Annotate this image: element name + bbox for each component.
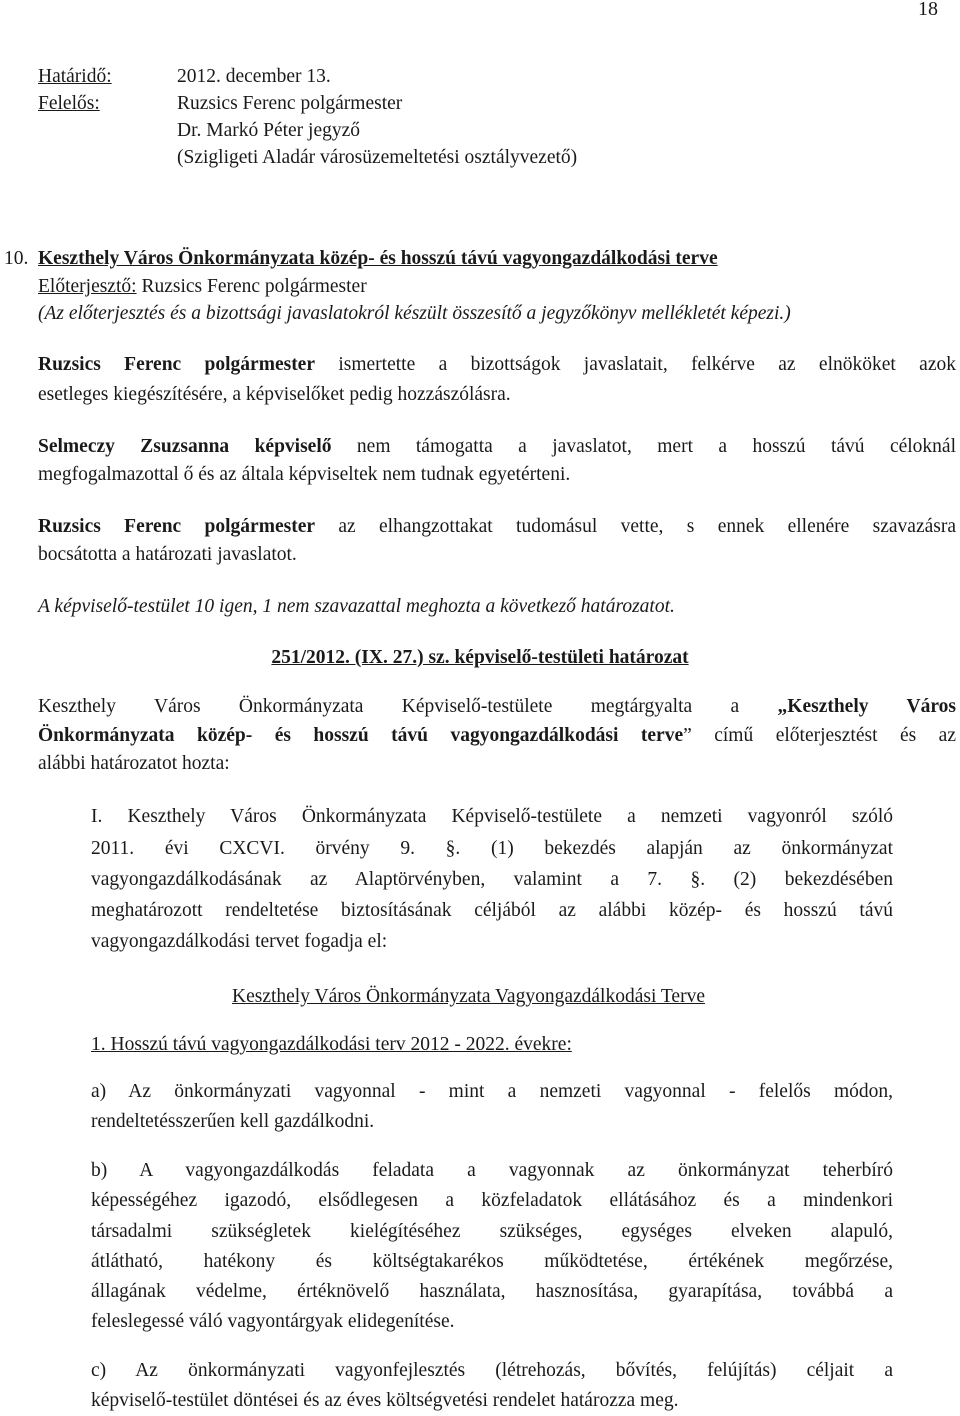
point1-line-3: vagyongazdálkodásának az Alaptörvényben, valamint a 7. §. (2) bekezdésében <box>91 869 893 890</box>
responsible-value-2: Dr. Markó Péter jegyző <box>177 120 361 141</box>
item-c-line-2: képviselő-testület döntései és az éves költségvetési rendelet határozza meg. <box>91 1390 679 1411</box>
point1-line-2: 2011. évi CXCVI. örvény 9. §. (1) bekezdés alapján az önkormányzat <box>91 838 893 859</box>
point1-line-5: vagyongazdálkodási tervet fogadja el: <box>91 931 388 952</box>
p1-speaker: Ruzsics Ferenc polgármester <box>38 354 315 375</box>
page-number: 18 <box>918 0 938 20</box>
intro-line-3: alábbi határozatot hozta: <box>38 753 230 774</box>
p1-line-1: Ruzsics Ferenc polgármester ismertette a bizottságok javaslatait, felkérve az elnököket azok <box>38 354 956 375</box>
responsible-value-1: Ruzsics Ferenc polgármester <box>177 93 403 114</box>
p1-line-2: esetleges kiegészítésére, a képviselőket pedig hozzászólásra. <box>38 384 511 405</box>
item-title: Keszthely Város Önkormányzata közép- és hosszú távú vagyongazdálkodási terve <box>38 248 718 269</box>
point1-line-1: I. Keszthely Város Önkormányzata Képviselő-testülete a nemzeti vagyonról szóló <box>91 806 893 827</box>
p3-speaker: Ruzsics Ferenc polgármester <box>38 516 316 537</box>
responsible-label: Felelős: <box>38 93 100 114</box>
item-b-line-6: feleslegessé váló vagyontárgyak elidegenítése. <box>91 1311 455 1332</box>
vote-result: A képviselő-testület 10 igen, 1 nem szavazattal meghozta a következő határozatot. <box>38 596 675 617</box>
section1-title: 1. Hosszú távú vagyongazdálkodási terv 2012 - 2022. évekre: <box>91 1034 572 1055</box>
item-c-line-1: c) Az önkormányzati vagyonfejlesztés (létrehozás, bővítés, felújítás) céljait a <box>91 1360 893 1381</box>
presenter-label: Előterjesztő: <box>38 276 137 297</box>
p3-line-1: Ruzsics Ferenc polgármester az elhangzottakat tudomásul vette, s ennek ellenére szavazásra <box>38 516 956 537</box>
intro-line-1: Keszthely Város Önkormányzata Képviselő-testülete megtárgyalta a „Keszthely Város <box>38 696 956 717</box>
deadline-value: 2012. december 13. <box>177 66 331 87</box>
item-b-line-1: b) A vagyongazdálkodás feladata a vagyonnak az önkormányzat teherbíró <box>91 1160 893 1181</box>
p2-speaker: Selmeczy Zsuzsanna képviselő <box>38 436 332 457</box>
item-b-line-5: állagának védelme, értéknövelő használata, hasznosítása, gyarapítása, továbbá a <box>91 1281 893 1302</box>
p3-line-2: bocsátotta a határozati javaslatot. <box>38 544 297 565</box>
point1-line-4: meghatározott rendeltetése biztosításának céljából az alábbi közép- és hosszú távú <box>91 900 893 921</box>
intro-line-2: Önkormányzata közép- és hosszú távú vagyongazdálkodási terve” című előterjesztést és az <box>38 725 956 746</box>
item-b-line-3: társadalmi szükségletek kielégítéséhez szükséges, egységes elveken alapuló, <box>91 1221 893 1242</box>
item-b-line-2: képességéhez igazodó, elsődlegesen a közfeladatok ellátásához és a mindenkori <box>91 1190 893 1211</box>
presenter-line <box>38 272 367 302</box>
p2-line-2: megfogalmazottal ő és az általa képviseltek nem tudnak egyetérteni. <box>38 464 571 485</box>
p2-line-1: Selmeczy Zsuzsanna képviselő nem támogatta a javaslatot, mert a hosszú távú céloknál <box>38 436 956 457</box>
responsible-value-3: (Szigligeti Aladár városüzemeltetési osztályvezető) <box>177 147 578 168</box>
item-b-line-4: átlátható, hatékony és költségtakarékos működtetése, értékének megőrzése, <box>91 1251 893 1272</box>
deadline-label: Határidő: <box>38 66 112 87</box>
item-number: 10. <box>4 248 29 269</box>
resolution-title: 251/2012. (IX. 27.) sz. képviselő-testületi határozat <box>271 647 689 668</box>
plan-title: Keszthely Város Önkormányzata Vagyongazdálkodási Terve <box>232 986 705 1007</box>
item-note: (Az előterjesztés és a bizottsági javaslatokról készült összesítő a jegyzőkönyv mellékletét képezi.) <box>38 303 791 324</box>
item-a-line-1: a) Az önkormányzati vagyonnal - mint a nemzeti vagyonnal - felelős módon, <box>91 1081 893 1102</box>
presenter-value: Ruzsics Ferenc polgármester <box>136 276 367 297</box>
item-a-line-2: rendeltetésszerűen kell gazdálkodni. <box>91 1111 375 1132</box>
